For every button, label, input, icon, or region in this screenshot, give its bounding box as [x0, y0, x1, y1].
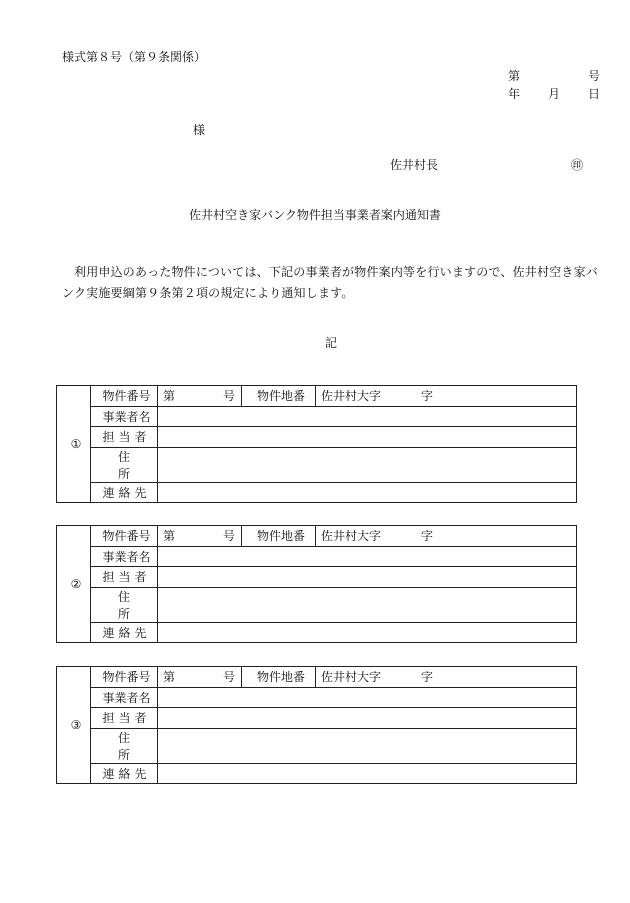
contact-label: 連絡先	[91, 622, 158, 643]
number-suffix: 号	[222, 389, 235, 404]
entry-table-3	[56, 666, 577, 784]
lot-prefix: 佐井村大字	[321, 529, 382, 544]
address-field[interactable]	[158, 587, 577, 622]
number-suffix: 号	[588, 69, 601, 83]
contact-label: 連絡先	[91, 482, 158, 503]
property-number-field[interactable]	[158, 386, 242, 407]
number-prefix: 第	[163, 670, 176, 685]
entry-table-2	[56, 525, 577, 643]
ki-heading: 記	[324, 336, 337, 350]
property-lot-label: 物件地番	[242, 667, 316, 688]
date-month: 月	[548, 87, 561, 101]
contact-field[interactable]	[158, 763, 577, 784]
person-in-charge-field[interactable]	[158, 427, 577, 448]
number-prefix: 第	[163, 529, 176, 544]
business-name-label: 事業者名	[91, 406, 158, 427]
business-name-field[interactable]	[158, 687, 577, 708]
entry-index: ③	[57, 667, 91, 784]
property-lot-field[interactable]	[316, 526, 577, 547]
property-lot-label: 物件地番	[242, 386, 316, 407]
seal-mark: ㊞	[571, 158, 584, 172]
entry-index: ①	[57, 386, 91, 503]
lot-suffix: 字	[421, 389, 434, 404]
business-name-field[interactable]	[158, 406, 577, 427]
address-field[interactable]	[158, 447, 577, 482]
sender-line	[390, 156, 590, 173]
person-in-charge-label: 担当者	[91, 567, 158, 588]
number-prefix: 第	[508, 69, 521, 83]
lot-prefix: 佐井村大字	[321, 670, 382, 685]
property-number-field[interactable]	[158, 526, 242, 547]
address-label: 住所	[91, 587, 158, 622]
business-name-label: 事業者名	[91, 687, 158, 708]
business-name-field[interactable]	[158, 546, 577, 567]
property-lot-label: 物件地番	[242, 526, 316, 547]
address-field[interactable]	[158, 728, 577, 763]
number-suffix: 号	[222, 670, 235, 685]
person-in-charge-label: 担当者	[91, 708, 158, 729]
number-prefix: 第	[163, 389, 176, 404]
property-number-label: 物件番号	[91, 526, 158, 547]
person-in-charge-field[interactable]	[158, 567, 577, 588]
date-year: 年	[508, 87, 521, 101]
date-day: 日	[588, 87, 601, 101]
lot-prefix: 佐井村大字	[321, 389, 382, 404]
form-label: 様式第８号（第９条関係）	[62, 50, 207, 64]
entry-table-1	[56, 385, 577, 503]
number-suffix: 号	[222, 529, 235, 544]
contact-field[interactable]	[158, 482, 577, 503]
entry-index: ②	[57, 526, 91, 643]
person-in-charge-field[interactable]	[158, 708, 577, 729]
address-label: 住所	[91, 447, 158, 482]
body-text: 利用申込のあった物件については、下記の事業者が物件案内等を行いますので、佐井村空き家バンク実施要綱第９条第２項の規定により通知します。	[62, 265, 599, 300]
lot-suffix: 字	[421, 670, 434, 685]
property-number-field[interactable]	[158, 667, 242, 688]
addressee-suffix: 様	[193, 123, 206, 137]
property-lot-field[interactable]	[316, 386, 577, 407]
contact-field[interactable]	[158, 622, 577, 643]
property-number-label: 物件番号	[91, 386, 158, 407]
contact-label: 連絡先	[91, 763, 158, 784]
lot-suffix: 字	[421, 529, 434, 544]
property-number-label: 物件番号	[91, 667, 158, 688]
business-name-label: 事業者名	[91, 546, 158, 567]
property-lot-field[interactable]	[316, 667, 577, 688]
person-in-charge-label: 担当者	[91, 427, 158, 448]
address-label: 住所	[91, 728, 158, 763]
sender-title: 佐井村長	[390, 158, 439, 172]
document-title: 佐井村空き家バンク物件担当事業者案内通知書	[189, 208, 441, 222]
